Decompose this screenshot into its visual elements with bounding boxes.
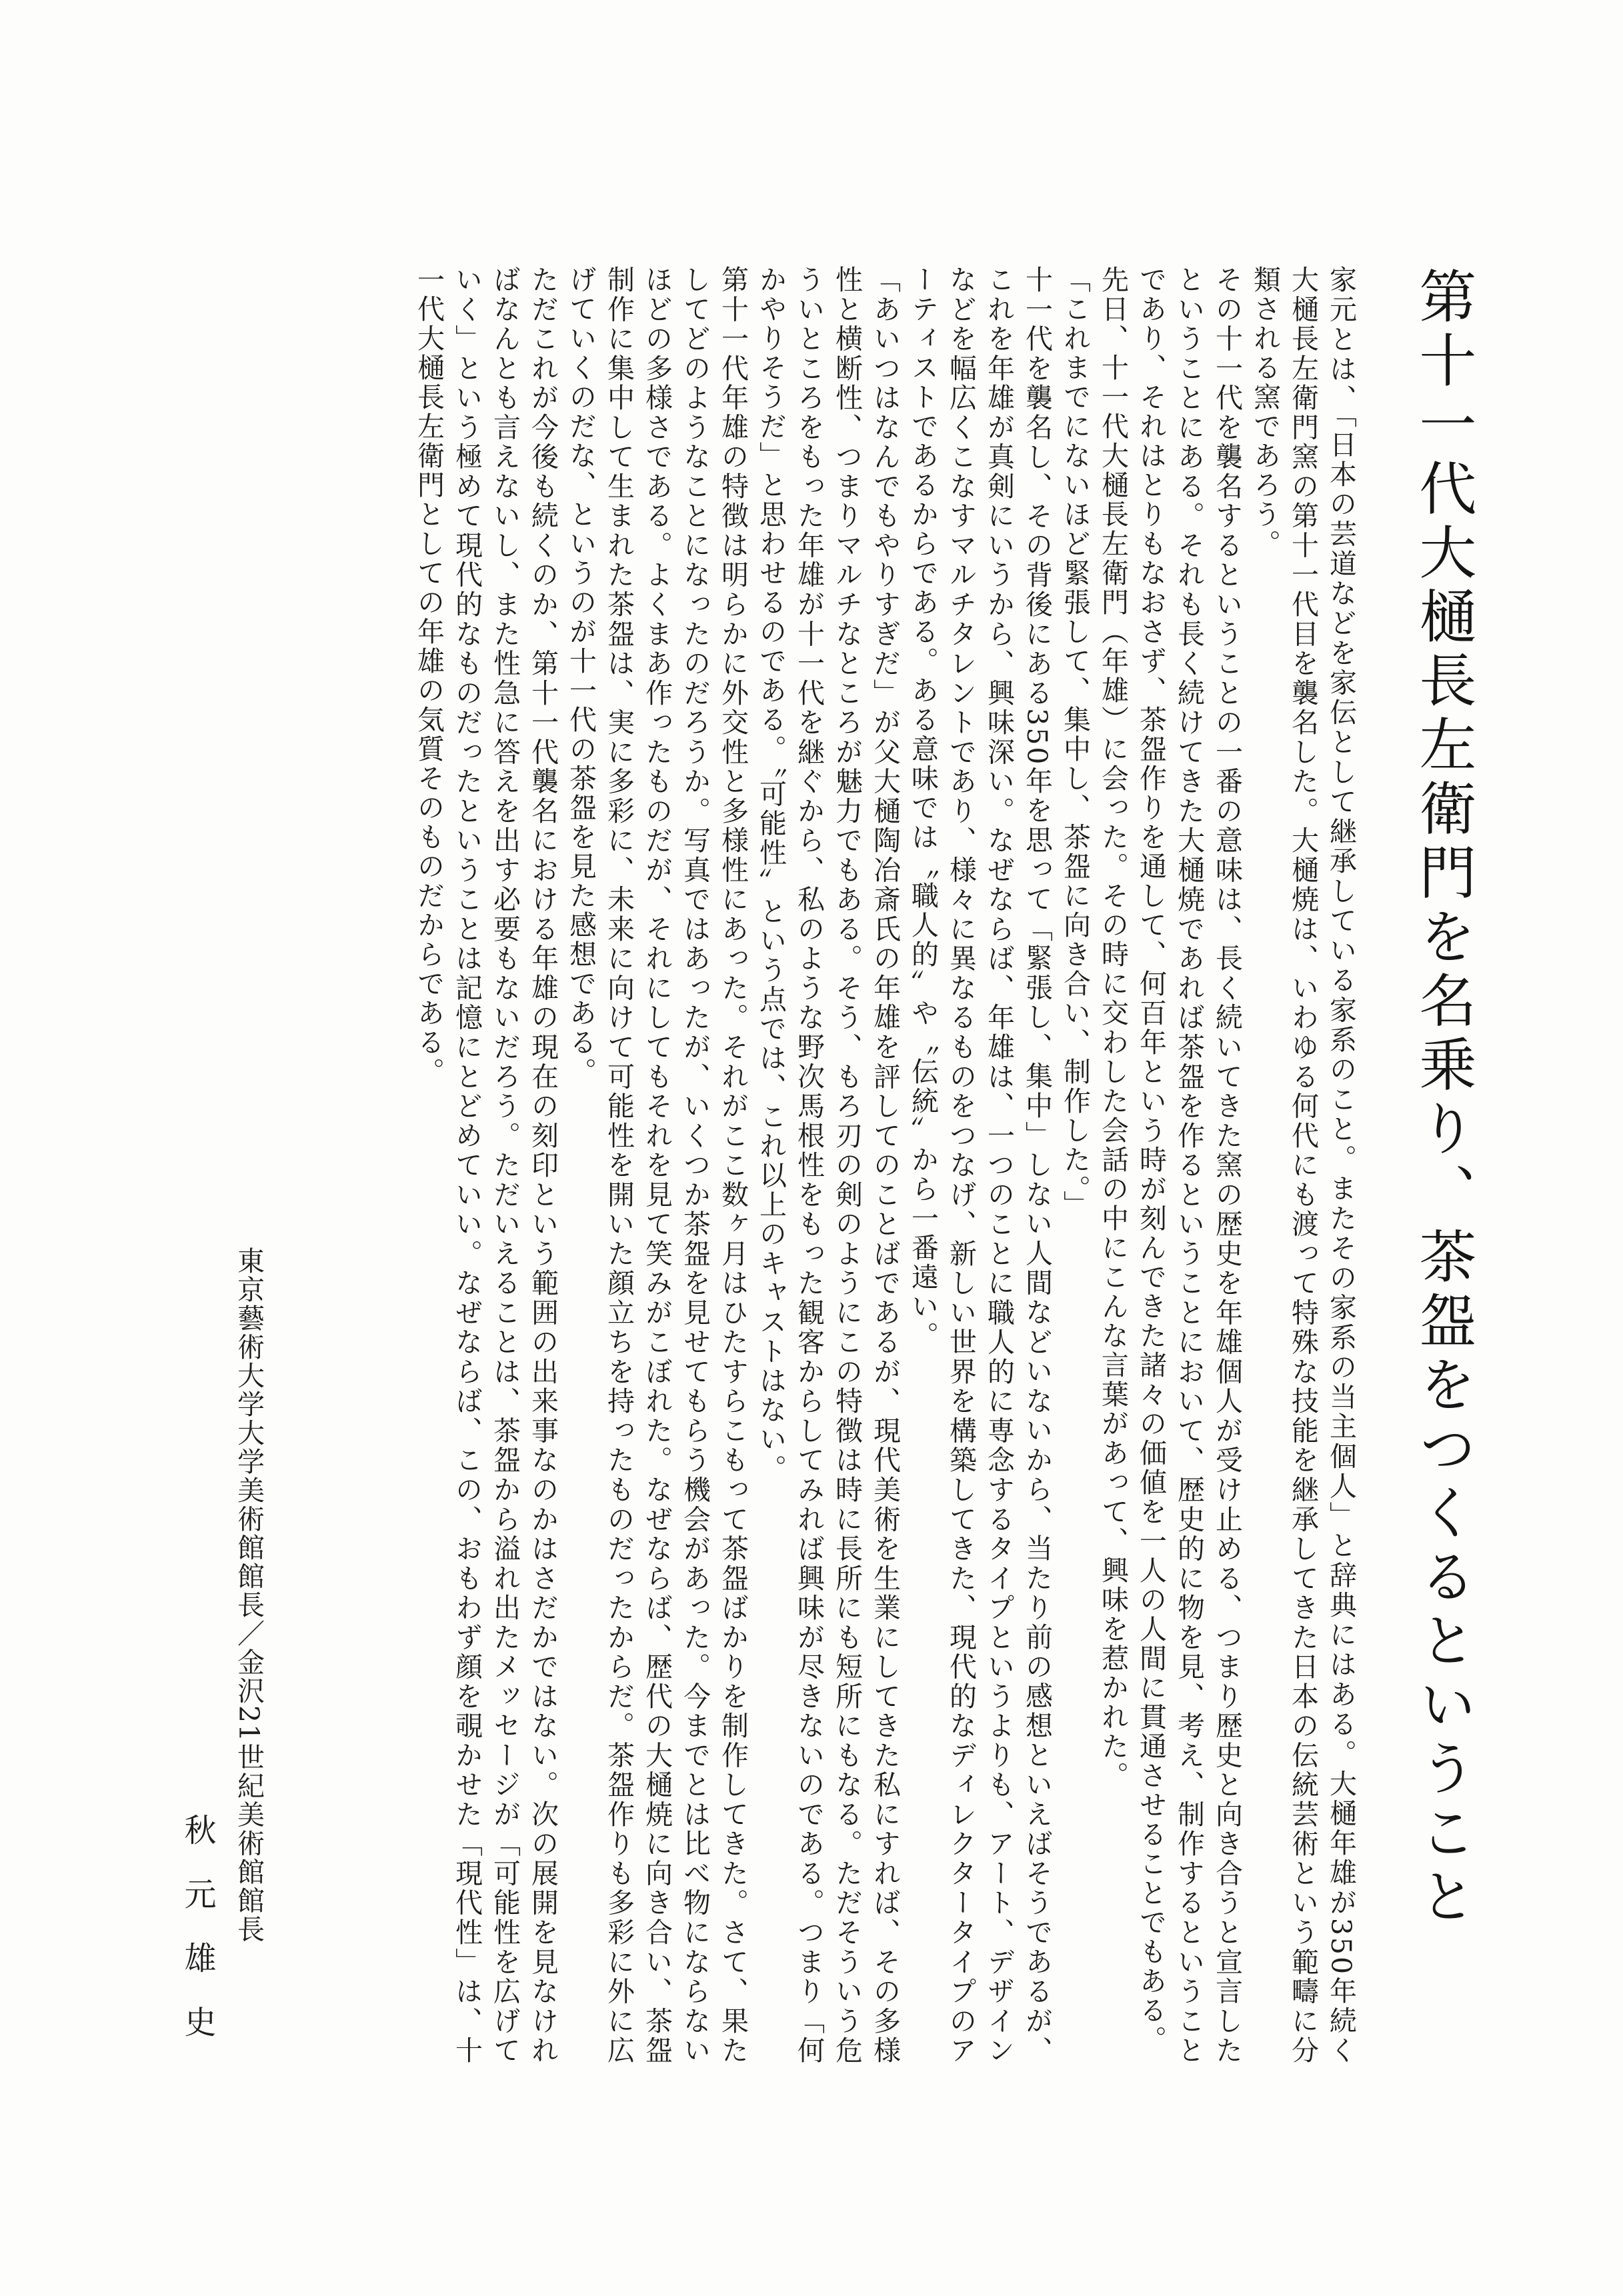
article-body bbox=[409, 265, 1360, 2065]
author-name: 秋元雄史 bbox=[179, 1813, 216, 2069]
author-affiliation: 東京藝術大学大学美術館館長／金沢21世紀美術館館長 bbox=[233, 1247, 265, 1944]
paragraph: 先日、十一代大樋長左衛門（年雄）に会った。その時に交わした会話の中にこんな言葉があって、興味を惹かれた。 bbox=[1097, 265, 1129, 1791]
paragraph: 十一代を襲名し、その背後にある350年を思って「緊張し、集中」しない人間などいないから、当たり前の感想といえばそうであるが、これを年雄が真剣にいうから、興味深い。なぜならば、年雄は、一つのことに職人的に専念するタイプというよりも、アート、デザインなどを幅広くこなすマルチタレントであり、様々に異なるものをつなげ、新しい世界を構築してきた、現代的なディレクタータイプのアーティストであるからである。ある意味では〝職人的〟や〝伝統〟から一番遠い。 bbox=[907, 265, 1053, 2065]
paragraph: その十一代を襲名するということの一番の意味は、長く続いてきた窯の歴史を年雄個人が受け止める、つまり歴史と向き合うと宣言したということにある。それも長く続けてきた大樋焼であれば茶盌を作るということにおいて、歴史的に物を見、考え、制作するということであり、それはとりもなおさず、茶盌作りを通して、何百年という時が刻んできた諸々の価値を一人の人間に貫通させることでもある。 bbox=[1135, 265, 1243, 2065]
paragraph: ただこれが今後も続くのか、第十一代襲名における年雄の現在の刻印という範囲の出来事なのかはさだかではない。次の展開を見なければなんとも言えないし、また性急に答えを出す必要もないだろう。ただいえることは、茶盌から溢れ出たメッセージが「可能性を広げていく」という極めて現代的なものだったということは記憶にとどめていい。なぜならば、この、おもわず顔を覗かせた「現代性」は、十一代大樋長左衛門としての年雄の気質そのものだからである。 bbox=[413, 265, 559, 2065]
paragraph: 「これまでにないほど緊張して、集中し、茶盌に向き合い、制作した。」 bbox=[1059, 265, 1091, 1220]
paragraph: 家元とは、「日本の芸道などを家伝として継承している家系のこと。またその家系の当主個人」と辞典にはある。大樋年雄が350年続く大樋長左衛門窯の第十一代目を襲名した。大樋焼は、いわゆる何代にも渡って特殊な技能を継承してきた日本の伝統芸術という範疇に分類される窯であろう。 bbox=[1249, 265, 1357, 2065]
paragraph: 第十一代年雄の特徴は明らかに外交性と多様性にあった。それがここ数ヶ月はひたすらこもって茶盌ばかりを制作してきた。さて、果たしてどのようなことになったのだろうか。写真ではあったが、いくつか茶盌を見せてもらう機会があった。今までとは比べ物にならないほどの多様さである。よくまあ作ったものだが、それにしてもそれを見て笑みがこぼれた。なぜならば、歴代の大樋焼に向き合い、茶盌制作に集中して生まれた茶盌は、実に多彩に、未来に向けて可能性を開いた顔立ちを持ったものだったからだ。茶盌作りも多彩に外に広げていくのだな、というのが十一代の茶盌を見た感想である。 bbox=[565, 265, 749, 2065]
article-title: 第十一代大樋長左衛門を名乗り、茶盌をつくるということ bbox=[1409, 267, 1476, 1931]
paragraph: 「あいつはなんでもやりすぎだ」が父大樋陶冶斎氏の年雄を評してのことばであるが、現代美術を生業にしてきた私にすれば、その多様性と横断性、つまりマルチなところが魅力でもある。そう、もろ刃の剣のようにこの特徴は時に長所にも短所にもなる。ただそういう危ういところをもった年雄が十一代を継ぐから、私のような野次馬根性をもった観客からしてみれば興味が尽きないのである。つまり「何かやりそうだ」と思わせるのである。〝可能性〟という点では、これ以上のキャストはない。 bbox=[755, 265, 901, 2065]
